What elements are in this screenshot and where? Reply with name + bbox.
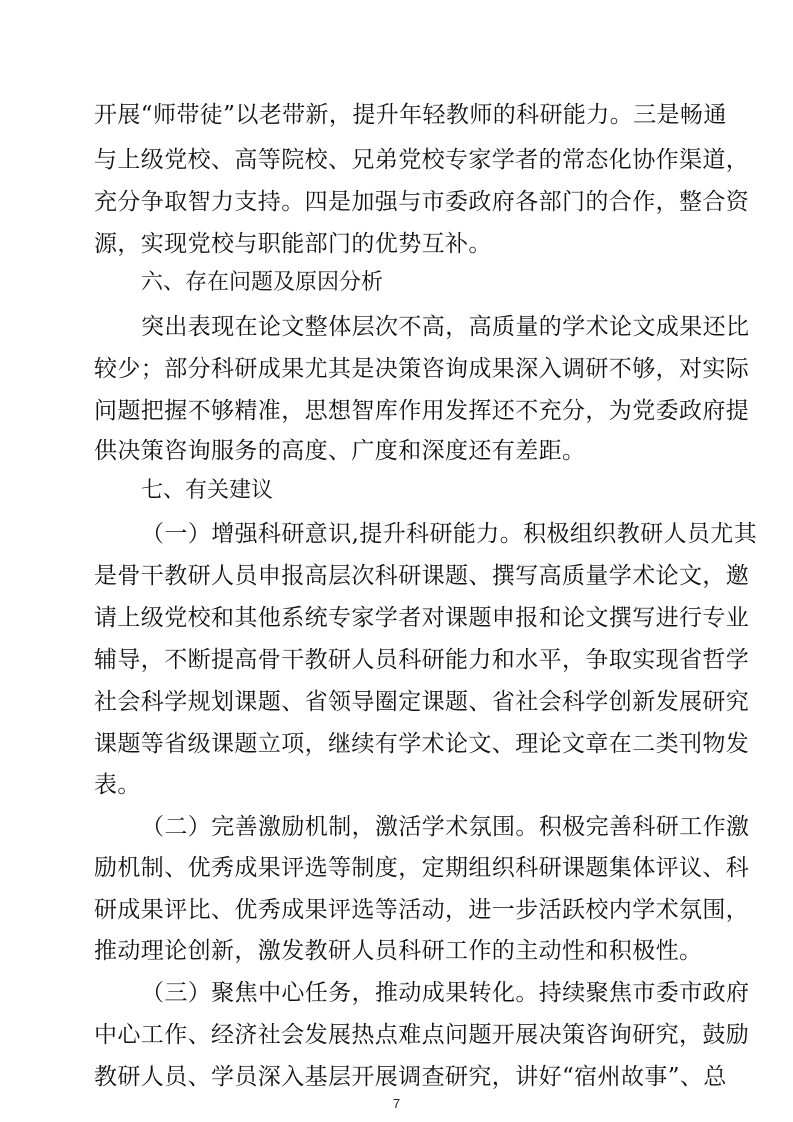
body-text-line: 开展“师带徒”以老带新，提升年轻教师的科研能力。三是畅通 xyxy=(94,102,727,128)
body-text-line: 较少；部分科研成果尤其是决策咨询成果深入调研不够，对实际 xyxy=(94,356,750,382)
body-text-line: 辅导，不断提高骨干教研人员科研能力和水平，争取实现省哲学 xyxy=(94,647,750,673)
body-text-line: 供决策咨询服务的高度、广度和深度还有差距。 xyxy=(94,438,586,464)
body-text-line: 社会科学规划课题、省领导圈定课题、省社会科学创新发展研究 xyxy=(94,689,750,715)
body-text-line: 突出表现在论文整体层次不高，高质量的学术论文成果还比 xyxy=(141,314,750,340)
body-text-line: 与上级党校、高等院校、兄弟党校专家学者的常态化协作渠道， xyxy=(94,147,750,173)
body-text-line: （三）聚焦中心任务，推动成果转化。持续聚焦市委市政府 xyxy=(141,980,750,1006)
section-heading: 七、有关建议 xyxy=(141,478,274,503)
section-heading: 六、存在问题及原因分析 xyxy=(141,270,384,295)
body-text-line: 表。 xyxy=(94,772,141,798)
body-text-line: 励机制、优秀成果评选等制度，定期组织科研课题集体评议、科 xyxy=(94,855,750,881)
body-text-line: 请上级党校和其他系统专家学者对课题申报和论文撰写进行专业 xyxy=(94,605,750,631)
body-text-line: 源，实现党校与职能部门的优势互补。 xyxy=(94,231,492,257)
body-text-line: 教研人员、学员深入基层开展调查研究，讲好“宿州故事”、总 xyxy=(94,1064,727,1090)
body-text-line: 充分争取智力支持。四是加强与市委政府各部门的合作，整合资 xyxy=(94,189,750,215)
body-text-line: 课题等省级课题立项，继续有学术论文、理论文章在二类刊物发 xyxy=(94,731,750,757)
body-text-line: （二）完善激励机制，激活学术氛围。积极完善科研工作激 xyxy=(141,814,750,840)
body-text-line: （一）增强科研意识,提升科研能力。积极组织教研人员尤其 xyxy=(141,521,758,547)
page-number: 7 xyxy=(392,1096,401,1111)
body-text-line: 问题把握不够精准，思想智库作用发挥还不充分，为党委政府提 xyxy=(94,398,750,424)
body-text-line: 是骨干教研人员申报高层次科研课题、撰写高质量学术论文，邀 xyxy=(94,563,750,589)
body-text-line: 推动理论创新，激发教研人员科研工作的主动性和积极性。 xyxy=(94,938,703,964)
body-text-line: 研成果评比、优秀成果评选等活动，进一步活跃校内学术氛围， xyxy=(94,897,750,923)
body-text-line: 中心工作、经济社会发展热点难点问题开展决策咨询研究，鼓励 xyxy=(94,1022,750,1048)
